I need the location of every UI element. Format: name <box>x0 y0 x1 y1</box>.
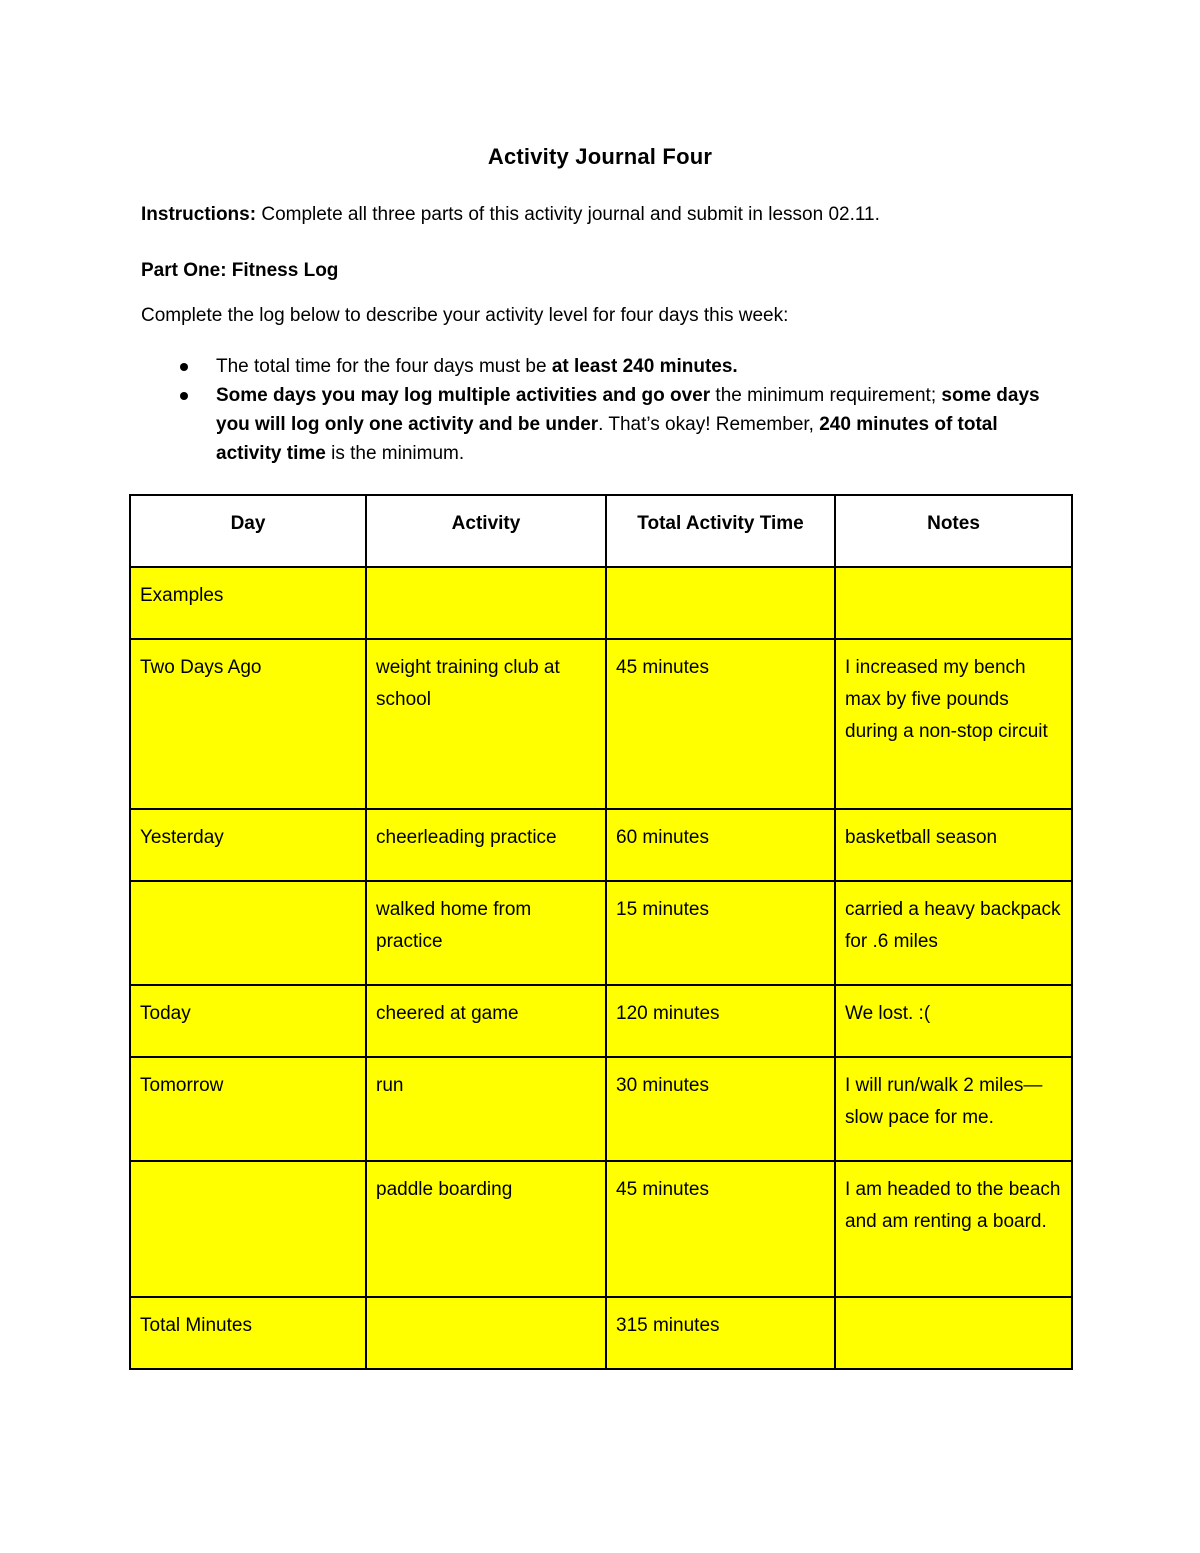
bullet1-bold: at least 240 minutes <box>551 356 733 377</box>
instructions-label: Instructions: <box>141 204 257 225</box>
cell-activity: walked home from practice <box>366 881 606 985</box>
part-one-heading: Part One: Fitness Log <box>141 260 339 281</box>
cell-day <box>130 1161 366 1297</box>
cell-time: 315 minutes <box>606 1297 835 1369</box>
cell-activity: cheered at game <box>366 985 606 1057</box>
cell-notes: I will run/walk 2 miles—slow pace for me. <box>835 1057 1072 1161</box>
page-title: Activity Journal Four <box>487 144 713 169</box>
cell-day: Yesterday <box>130 809 366 881</box>
cell-activity: paddle boarding <box>366 1161 606 1297</box>
table-row-total <box>130 1297 1072 1369</box>
cell-notes: I increased my bench max by five pounds during a non-stop circuit <box>835 639 1072 809</box>
header-notes: Notes <box>835 495 1072 567</box>
cell-activity: weight training club at school <box>366 639 606 809</box>
table-row <box>130 1057 1072 1161</box>
cell-activity: run <box>366 1057 606 1161</box>
bullet1-text: The total time for the four days must be <box>216 356 552 377</box>
instructions <box>141 200 880 229</box>
bullet2-text-1: the minimum requirement; <box>710 385 942 406</box>
bullet2-bold-3: 240 minutes of total activity time <box>216 414 998 464</box>
cell-time: 45 minutes <box>606 1161 835 1297</box>
log-intro: Complete the log below to describe your activity level for four days this week: <box>141 305 789 326</box>
requirement-total-time <box>216 352 1066 381</box>
cell-notes: basketball season <box>835 809 1072 881</box>
bullet2-text-2: . That’s okay! Remember, <box>598 414 820 435</box>
cell-day: Two Days Ago <box>130 639 366 809</box>
cell-time: 30 minutes <box>606 1057 835 1161</box>
header-activity: Activity <box>366 495 606 567</box>
bullet1-end: . <box>732 356 738 377</box>
header-day: Day <box>130 495 366 567</box>
table-row <box>130 809 1072 881</box>
fitness-log-table <box>129 494 1073 1370</box>
bullet2-bold-1: Some days you may log multiple activities and go over <box>216 385 711 406</box>
cell-notes <box>835 1297 1072 1369</box>
cell-time: 120 minutes <box>606 985 835 1057</box>
cell-day: Today <box>130 985 366 1057</box>
cell-time: 60 minutes <box>606 809 835 881</box>
cell-time: 45 minutes <box>606 639 835 809</box>
requirement-variation <box>216 381 1066 468</box>
cell-time: 15 minutes <box>606 881 835 985</box>
cell-day: Examples <box>130 567 366 639</box>
table-row <box>130 567 1072 639</box>
header-total-activity-time: Total Activity Time <box>606 495 835 567</box>
bullet2-bold-2: some days you will log only one activity and be under <box>216 385 1040 435</box>
table-row <box>130 639 1072 809</box>
table-header-row <box>130 495 1072 567</box>
cell-day: Tomorrow <box>130 1057 366 1161</box>
cell-time <box>606 567 835 639</box>
cell-activity <box>366 1297 606 1369</box>
cell-notes: I am headed to the beach and am renting a board. <box>835 1161 1072 1297</box>
requirements-list <box>216 352 1066 468</box>
cell-notes: We lost. :( <box>835 985 1072 1057</box>
cell-activity: cheerleading practice <box>366 809 606 881</box>
cell-day <box>130 881 366 985</box>
bullet2-text-3: is the minimum. <box>325 443 465 464</box>
cell-activity <box>366 567 606 639</box>
table-row <box>130 1161 1072 1297</box>
table-row <box>130 881 1072 985</box>
cell-day: Total Minutes <box>130 1297 366 1369</box>
cell-notes: carried a heavy backpack for .6 miles <box>835 881 1072 985</box>
instructions-text: Complete all three parts of this activity journal and submit in lesson 02.11. <box>256 204 880 225</box>
table-row <box>130 985 1072 1057</box>
cell-notes <box>835 567 1072 639</box>
